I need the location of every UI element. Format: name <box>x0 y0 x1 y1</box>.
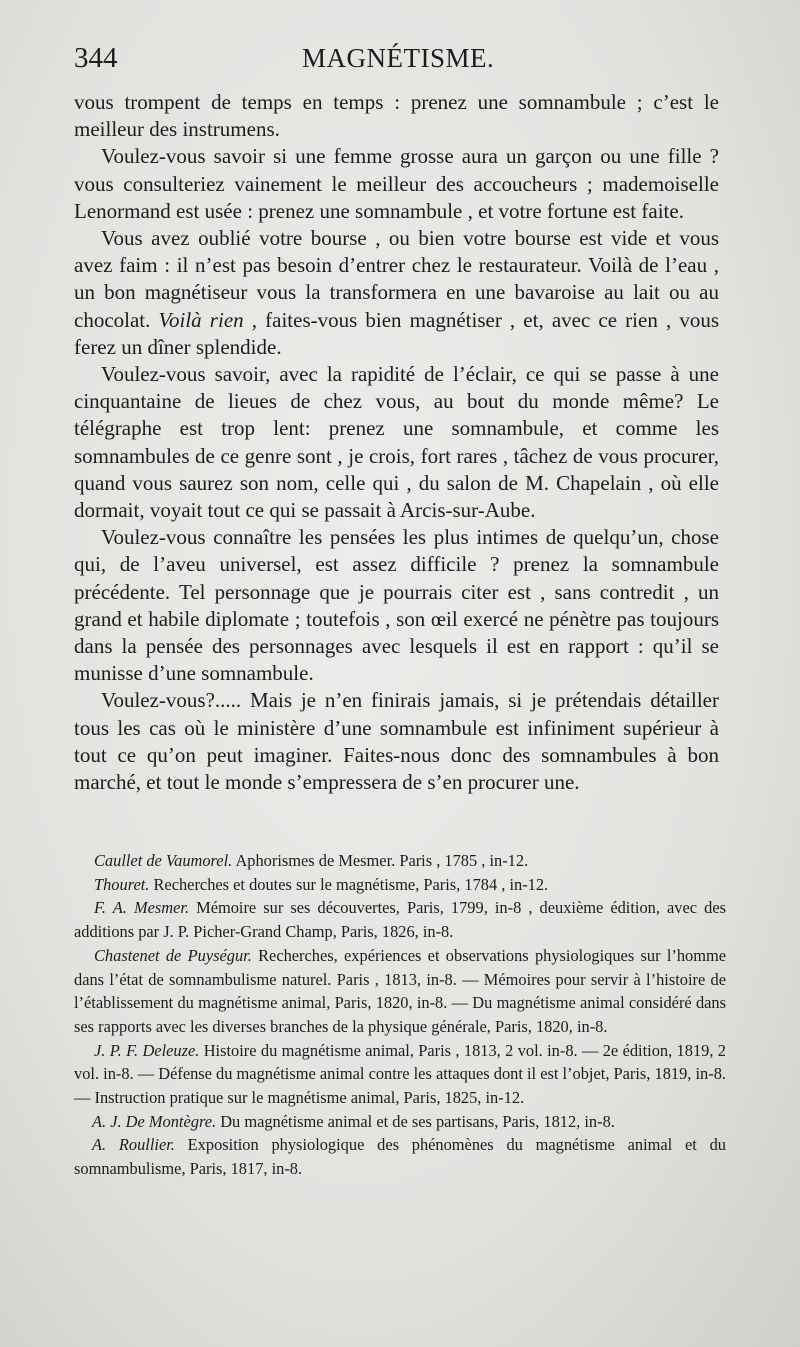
body-text <box>74 89 719 796</box>
running-head <box>74 42 724 82</box>
bibliography-entry <box>74 1039 726 1110</box>
paragraph: Voulez-vous?..... Mais je n’en finirais jamais, si je prétendais détailler tous les cas où le ministère d’une somnambule est infiniment supérieur à tout ce qu’on peut imaginer. Faites-nous donc des somnambules à bon marché, et tout le monde s’empressera de s’en procurer une. <box>74 688 719 795</box>
reference-text: Mémoire sur ses découvertes, Paris, 1799, in-8 , deuxième édition, avec des additions par J. P. Picher-Grand Champ, Paris, 1826, in-8. <box>74 898 726 942</box>
paragraph-text: faites-vous bien magnétiser , et, avec ce rien , vous ferez un dîner splendide. <box>74 307 719 359</box>
paragraph <box>74 225 719 361</box>
reference-author: Thouret. <box>94 874 150 894</box>
paragraph: Voulez-vous connaître les pensées les plus intimes de quelqu’un, chose qui, de l’aveu universel, est assez difficile ? prenez la somnambule précédente. Tel personnage que je pourrais citer est , sans contredit , un grand et habile diplomate ; toutefois , son œil exercé ne pénètre pas toujours dans la pensée des personnages avec lesquels il est en rapport : qu’il se munisse d’une somnambule. <box>74 525 719 686</box>
bibliography-entry <box>74 1133 726 1180</box>
paragraph: vous trompent de temps en temps : prenez une somnambule ; c’est le meilleur des instrumens. <box>74 90 719 142</box>
bibliography-entry <box>74 849 726 873</box>
reference-author: J. P. F. Deleuze. <box>94 1040 200 1060</box>
page-number: 344 <box>74 42 118 74</box>
reference-text: Exposition physiologique des phénomènes du magnétisme animal et du somnambulisme, Paris, 1817, in-8. <box>74 1135 726 1179</box>
emphasis-text: Voilà rien , <box>158 307 258 332</box>
reference-text: Du magnétisme animal et de ses partisans, Paris, 1812, in-8. <box>216 1111 615 1131</box>
reference-text: Recherches, expériences et observations physiologiques sur l’homme dans l’état de somnambulisme naturel. Paris , 1813, in-8. — Mémoires pour servir à l’histoire de l’établissement du magnétisme animal, Paris, 1820, in-8. — Du magnétisme animal considéré dans ses rapports avec les diverses branches de la physique générale, Paris, 1820, in-8. <box>74 945 727 1036</box>
bibliography-entry <box>74 1110 726 1134</box>
paragraph: Voulez-vous savoir si une femme grosse aura un garçon ou une fille ? vous consulteriez vainement le meilleur des accoucheurs ; mademoiselle Lenormand est usée : prenez une somnambule , et votre fortune est faite. <box>74 144 719 223</box>
reference-author: F. A. Mesmer. <box>94 898 190 918</box>
reference-author: Caullet de Vaumorel. <box>94 851 233 870</box>
paragraph: Voulez-vous savoir, avec la rapidité de l’éclair, ce qui se passe à une cinquantaine de lieues de chez vous, au bout du monde même? Le télégraphe est trop lent: prenez une somnambule, et comme les somnambules de ce genre sont , je crois, fort rares , tâchez de vous procurer, quand vous saurez son nom, celle qui , du salon de M. Chapelain , où elle dormait, voyait tout ce qui se passait à Arcis-sur-Aube. <box>74 362 719 523</box>
reference-author: A. J. De Montègre. <box>92 1111 217 1131</box>
bibliography-entry <box>74 944 726 1039</box>
reference-author: A. Roullier. <box>92 1135 175 1155</box>
bibliography-entry <box>74 873 726 897</box>
running-title: MAGNÉTISME. <box>302 43 495 73</box>
reference-text: Recherches et doutes sur le magnétisme, Paris, 1784 , in-12. <box>149 874 549 894</box>
paragraph-text: Vous avez oublié votre bourse , ou bien votre bourse est vide et vous avez faim : il n’est pas besoin d’entrer chez le restaurateur. Voilà de l’eau , un bon magnétiseur vous la transformera en une bavaroise au lait ou au chocolat. <box>74 226 719 332</box>
reference-text: Aphorismes de Mesmer. Paris , 1785 , in-12. <box>232 851 529 870</box>
bibliography <box>74 849 726 1181</box>
bibliography-entry <box>74 896 726 943</box>
reference-text: Histoire du magnétisme animal, Paris , 1813, 2 vol. in-8. — 2e édition, 1819, 2 vol. in-8. — Défense du magnétisme animal contre les attaques dont il est l’objet, Paris, 1819, in-8. — Instruction pratique sur le magnétisme animal, Paris, 1825, in-12. <box>74 1040 726 1108</box>
reference-author: Chastenet de Puységur. <box>94 945 252 965</box>
